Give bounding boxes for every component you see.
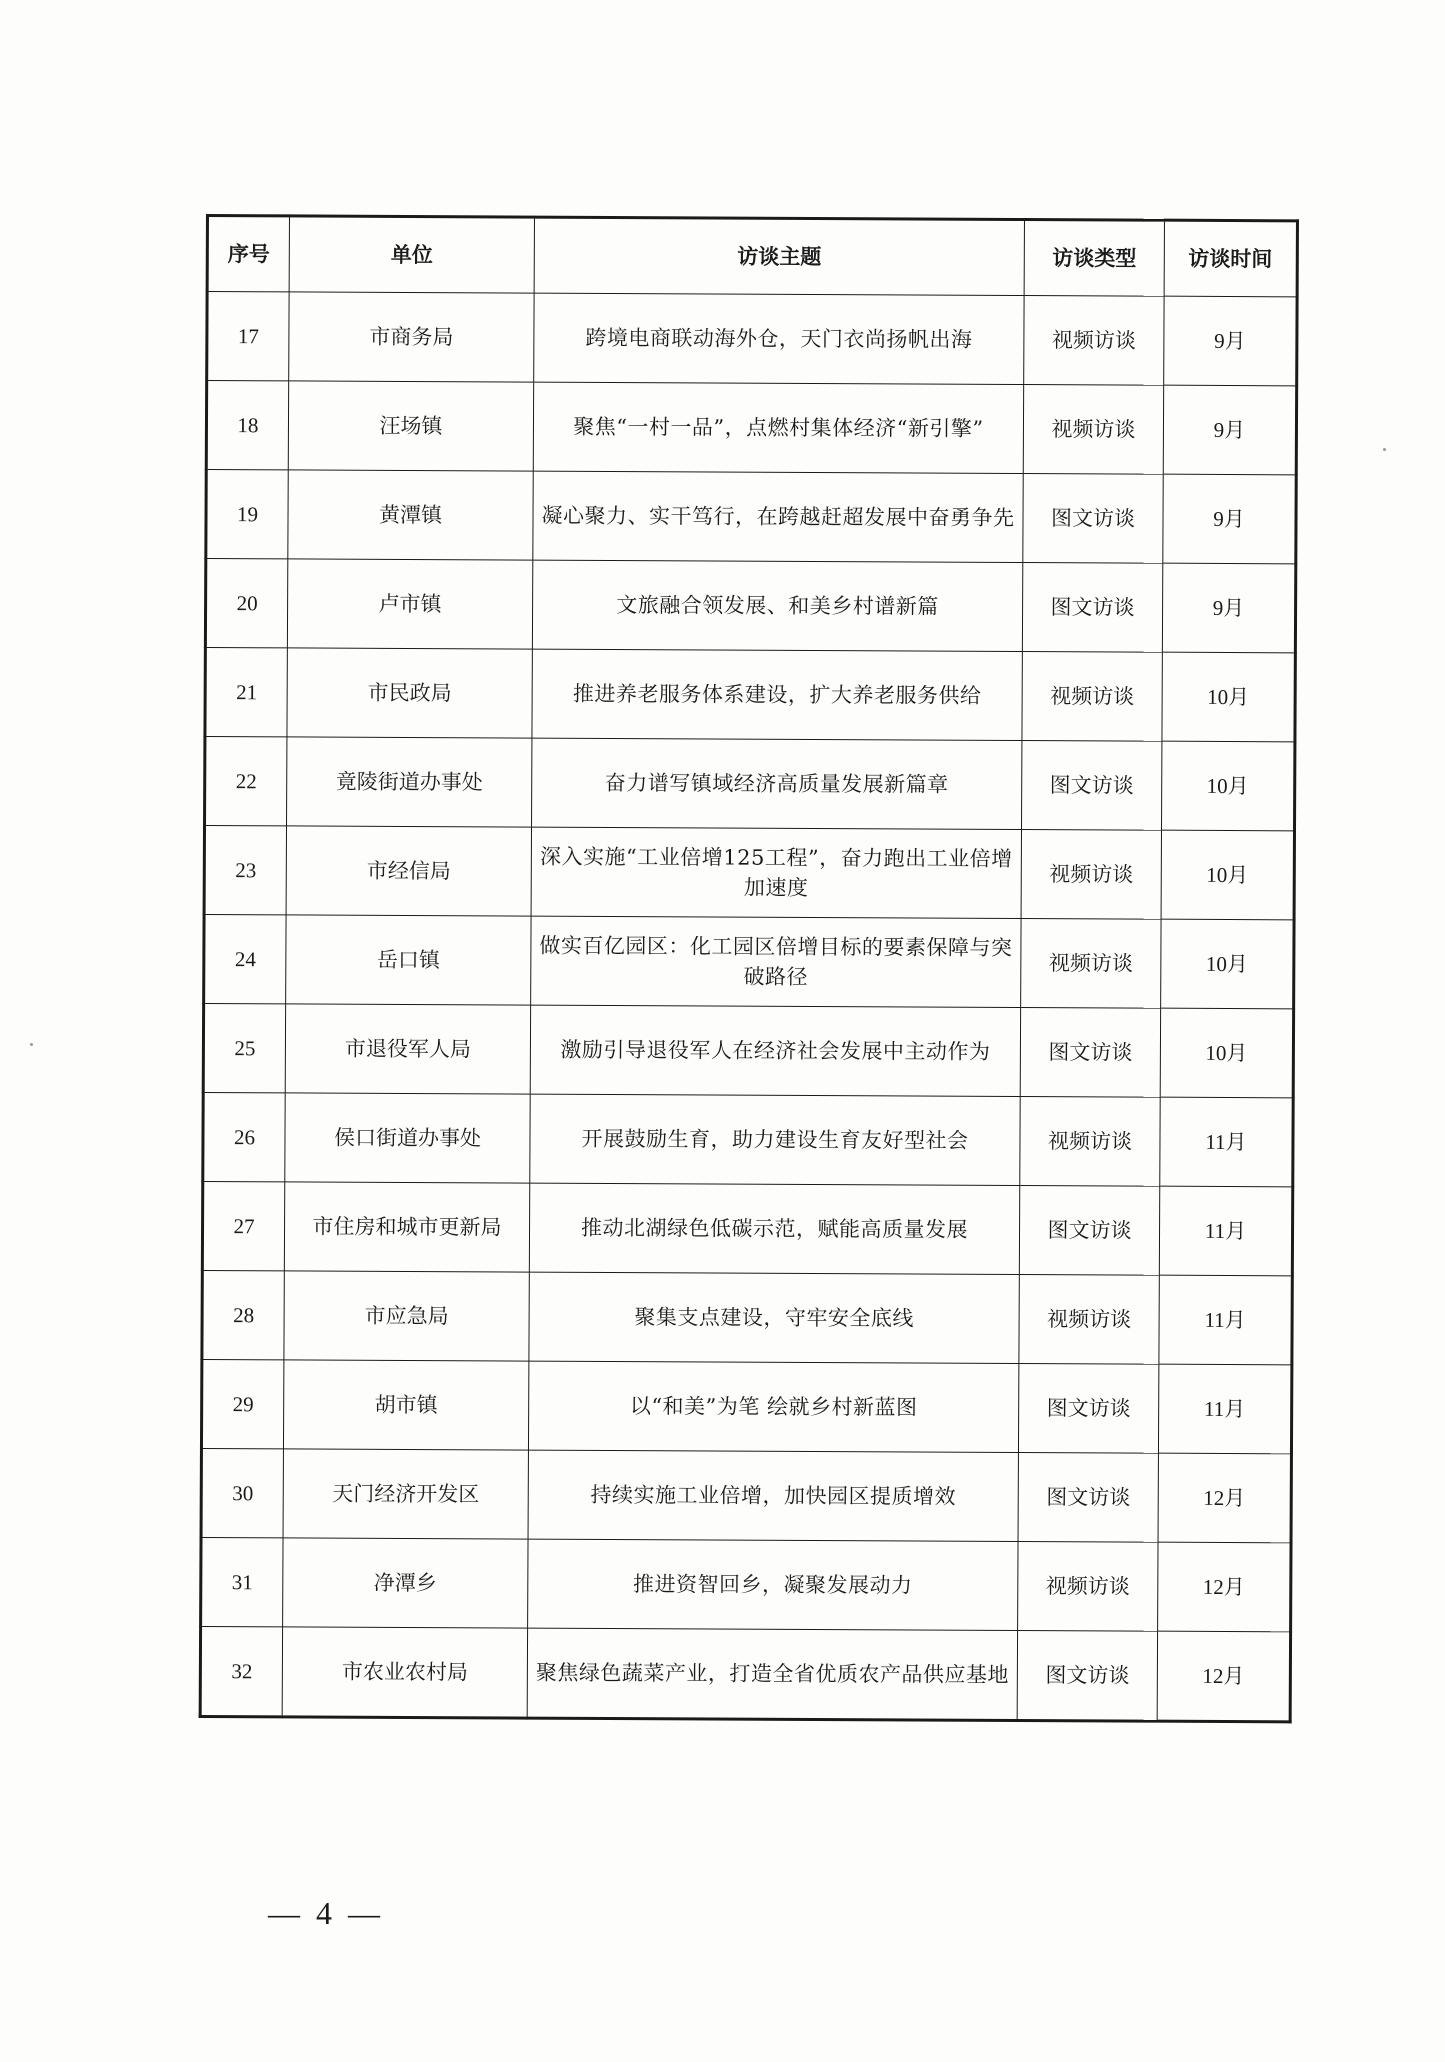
table-row: [205, 648, 1295, 742]
row-time: 10月: [1160, 1008, 1293, 1098]
row-topic: 持续实施工业倍增，加快园区提质增效: [528, 1450, 1018, 1541]
row-time: 11月: [1158, 1364, 1291, 1454]
header-unit: 单位: [289, 216, 534, 293]
row-unit: 市商务局: [289, 292, 534, 382]
row-index: 17: [207, 292, 289, 381]
row-topic: 推进资智回乡，凝聚发展动力: [528, 1539, 1018, 1630]
row-type: 视频访谈: [1021, 918, 1161, 1008]
table-container: [199, 214, 1296, 1723]
row-index: 23: [204, 826, 286, 915]
table-row: [204, 826, 1294, 920]
row-index: 28: [202, 1270, 284, 1359]
row-unit: 市退役军人局: [285, 1004, 530, 1094]
row-type: 图文访谈: [1019, 1185, 1159, 1275]
row-topic: 聚焦“一村一品”，点燃村集体经济“新引擎”: [533, 382, 1023, 473]
row-time: 12月: [1157, 1631, 1290, 1722]
table-row: [201, 1537, 1291, 1631]
row-topic: 推动北湖绿色低碳示范，赋能高质量发展: [529, 1183, 1019, 1274]
table-row: [206, 470, 1296, 564]
row-unit: 黄潭镇: [288, 470, 533, 560]
row-type: 视频访谈: [1021, 829, 1161, 919]
row-type: 图文访谈: [1020, 1007, 1160, 1097]
row-topic: 做实百亿园区：化工园区倍增目标的要素保障与突破路径: [531, 916, 1021, 1007]
row-index: 18: [206, 381, 288, 470]
row-type: 图文访谈: [1018, 1363, 1158, 1453]
row-topic: 深入实施“工业倍增125工程”，奋力跑出工业倍增加速度: [531, 827, 1021, 918]
row-topic: 聚焦绿色蔬菜产业，打造全省优质农产品供应基地: [527, 1628, 1017, 1720]
row-unit: 市住房和城市更新局: [284, 1182, 529, 1272]
row-topic: 奋力谱写镇域经济高质量发展新篇章: [532, 738, 1022, 829]
table-row: [201, 1359, 1291, 1453]
table-row: [200, 1626, 1290, 1721]
table-row: [206, 381, 1296, 475]
row-time: 12月: [1158, 1542, 1291, 1632]
interview-schedule-table: [199, 214, 1299, 1723]
row-unit: 卢市镇: [287, 559, 532, 649]
row-index: 29: [201, 1359, 283, 1448]
row-time: 9月: [1163, 385, 1296, 475]
row-unit: 汪场镇: [288, 381, 533, 471]
row-topic: 以“和美”为笔 绘就乡村新蓝图: [528, 1361, 1018, 1452]
row-index: 30: [201, 1448, 283, 1537]
header-time: 访谈时间: [1164, 220, 1297, 297]
table-row: [203, 1092, 1293, 1186]
row-index: 26: [203, 1092, 285, 1181]
scan-speck: [1383, 448, 1386, 451]
table-row: [205, 737, 1295, 831]
row-index: 27: [202, 1181, 284, 1270]
table-row: [201, 1448, 1291, 1542]
row-type: 图文访谈: [1023, 473, 1163, 563]
row-type: 图文访谈: [1022, 740, 1162, 830]
row-unit: 市民政局: [287, 648, 532, 738]
table-row: [202, 1270, 1292, 1364]
table-header-row: [207, 216, 1297, 297]
row-time: 10月: [1162, 652, 1295, 742]
row-topic: 凝心聚力、实干笃行，在跨越赶超发展中奋勇争先: [533, 471, 1023, 562]
row-time: 12月: [1158, 1453, 1291, 1543]
row-topic: 文旅融合领发展、和美乡村谱新篇: [532, 560, 1022, 651]
row-time: 11月: [1159, 1275, 1292, 1365]
table-row: [205, 559, 1295, 653]
header-topic: 访谈主题: [534, 217, 1024, 295]
row-time: 10月: [1161, 919, 1294, 1009]
row-time: 11月: [1159, 1186, 1292, 1276]
row-unit: 侯口街道办事处: [285, 1093, 530, 1183]
row-index: 20: [205, 559, 287, 648]
table-row: [203, 1003, 1293, 1097]
table-row: [204, 914, 1294, 1008]
row-unit: 市农业农村局: [282, 1627, 527, 1718]
row-type: 视频访谈: [1019, 1274, 1159, 1364]
row-topic: 聚集支点建设，守牢安全底线: [529, 1272, 1019, 1363]
row-unit: 天门经济开发区: [283, 1449, 528, 1539]
row-type: 图文访谈: [1018, 1452, 1158, 1542]
header-index: 序号: [207, 216, 289, 292]
row-type: 视频访谈: [1018, 1541, 1158, 1631]
row-index: 32: [200, 1626, 282, 1716]
row-time: 9月: [1162, 563, 1295, 653]
row-unit: 岳口镇: [286, 915, 531, 1005]
row-topic: 激励引导退役军人在经济社会发展中主动作为: [530, 1005, 1020, 1096]
row-index: 22: [205, 737, 287, 826]
row-type: 视频访谈: [1024, 295, 1164, 385]
page-number: — 4 —: [268, 1895, 384, 1931]
row-unit: 竟陵街道办事处: [287, 737, 532, 827]
row-index: 25: [203, 1003, 285, 1092]
row-time: 10月: [1161, 830, 1294, 920]
row-time: 9月: [1163, 474, 1296, 564]
row-index: 31: [201, 1537, 283, 1626]
row-topic: 开展鼓励生育，助力建设生育友好型社会: [530, 1094, 1020, 1185]
row-topic: 跨境电商联动海外仓，天门衣尚扬帆出海: [534, 293, 1024, 384]
row-time: 9月: [1164, 296, 1297, 386]
row-index: 21: [205, 648, 287, 737]
row-unit: 市应急局: [284, 1271, 529, 1361]
row-unit: 净潭乡: [283, 1538, 528, 1628]
scan-speck: [30, 1043, 33, 1046]
header-type: 访谈类型: [1024, 219, 1164, 296]
row-unit: 市经信局: [286, 826, 531, 916]
row-time: 10月: [1162, 741, 1295, 831]
row-type: 视频访谈: [1022, 651, 1162, 741]
row-index: 24: [204, 914, 286, 1003]
row-type: 图文访谈: [1017, 1630, 1157, 1721]
row-index: 19: [206, 470, 288, 559]
row-unit: 胡市镇: [283, 1360, 528, 1450]
row-topic: 推进养老服务体系建设，扩大养老服务供给: [532, 649, 1022, 740]
table-row: [202, 1181, 1292, 1275]
table-row: [207, 292, 1297, 386]
row-time: 11月: [1160, 1097, 1293, 1187]
row-type: 视频访谈: [1023, 384, 1163, 474]
row-type: 图文访谈: [1022, 562, 1162, 652]
row-type: 视频访谈: [1020, 1096, 1160, 1186]
